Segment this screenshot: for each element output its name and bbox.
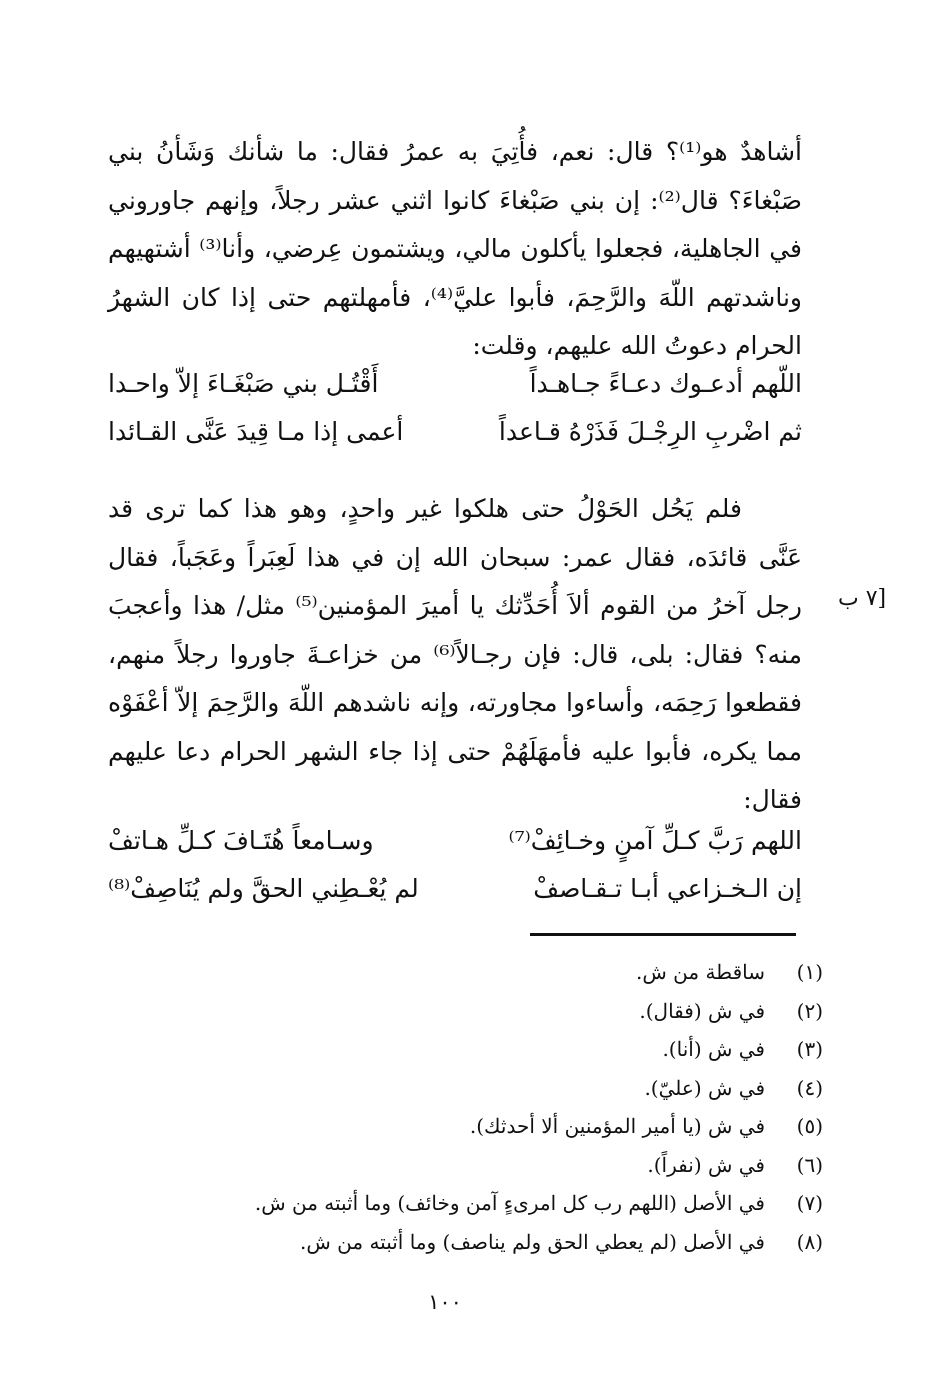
footnote-text: في ش (فقال).: [639, 998, 765, 1023]
footnote-number: (١): [796, 960, 823, 984]
footnote: [183, 1032, 823, 1071]
footnote: [183, 955, 823, 994]
footnote-text: ساقطة من ش.: [636, 960, 765, 984]
footnote-number: (٧): [796, 1191, 823, 1215]
footnote-text: في ش (نفراً).: [647, 1152, 765, 1177]
hemistich-left: لم يُعْـطِني الحقَّ ولم يُنَاصِفْ⁽⁸⁾: [108, 874, 419, 903]
footnote-number: (٥): [796, 1114, 823, 1138]
footnote-number: (٢): [796, 998, 823, 1023]
hemistich-left: أَقْتُـل بني صَبْغَـاءَ إلاّ واحـدا: [108, 369, 379, 398]
hemistich-left: وسـامعاً هُتَـافَ كـلِّ هـاتفْ: [108, 826, 374, 855]
hemistich-right: اللهم رَبَّ كـلِّ آمنٍ وخـائِفْ⁽⁷⁾: [508, 826, 802, 855]
manuscript-folio-note: [٧ ب: [838, 586, 887, 611]
hemistich-right: اللّهم أدعـوك دعـاءً جـاهـداً: [529, 369, 802, 398]
footnote-number: (٣): [796, 1037, 823, 1061]
footnote: [183, 1148, 823, 1187]
footnote-text: في ش (أنا).: [662, 1037, 765, 1061]
hemistich-right: ثم اضْربِ الرِجْـلَ فَذَرْهُ قـاعداً: [498, 417, 802, 446]
footnote: [183, 1186, 823, 1225]
footnote-text: في الأصل (لم يعطي الحق ولم يناصف) وما أثبته من ش.: [300, 1229, 765, 1254]
footnote-text: في ش (يا أمير المؤمنين ألا أحدثك).: [469, 1114, 765, 1138]
poem-1-verse-1: [108, 369, 802, 417]
footnote-text: في ش (عليّ).: [644, 1075, 765, 1100]
footnote-separator: [530, 933, 796, 936]
poem-1: [108, 369, 802, 465]
paragraph-2: فلم يَحُل الحَوْلُ حتى هلكوا غير واحدٍ، وهو هذا كما ترى قد عَنَّى قائدَه، فقال عمر: سبحان الله إن في هذا لَعِبَراً وعَجَباً، فقال رجل آخرُ من القوم ألاَ أُحَدِّثك يا أميرَ المؤمنين⁽⁵⁾ مثل/ هذا وأعجبَ منه؟ فقال: بلى، قال: فإن رجـالاً⁽⁶⁾ من خزاعـةَ جاوروا رجلاً منهم، فقطعوا رَحِمَه، وأساءوا مجاورته، وإنه ناشدهم اللّهَ والرَّحِمَ إلاّ أعْفَوْه مما يكره، فأبوا عليه فأمهَلَهُمْ حتى إذا جاء الشهر الحرام دعا عليهم فقال:: [108, 494, 802, 814]
hemistich-right: إن الـخـزاعي أبـا تـقـاصفْ: [533, 874, 802, 903]
paragraph-1: أشاهدٌ هو⁽¹⁾؟ قال: نعم، فأُتِيَ به عمرُ فقال: ما شأنك وَشَأنُ بني صَبْغاءَ؟ قال⁽²⁾: إن بني صَبْغاءَ كانوا اثني عشر رجلاً، وإنهم جاوروني في الجاهلية، فجعلوا يأكلون مالي، ويشتمون عِرضي، وأنا⁽³⁾ أشتهيهم وناشدتهم اللّهَ والرَّحِمَ، فأبوا عليَّ⁽⁴⁾، فأمهلتهم حتى إذا كان الشهرُ الحرام دعوتُ الله عليهم، وقلت:: [108, 137, 803, 360]
page-number: ١٠٠: [428, 1290, 462, 1314]
footnote-number: (٨): [796, 1229, 823, 1254]
poem-1-verse-2: [108, 417, 802, 465]
hemistich-left: أعمى إذا مـا قِيدَ عَنَّى القـائدا: [108, 417, 404, 446]
footnote-number: (٤): [796, 1075, 823, 1100]
footnote: [183, 994, 823, 1033]
footnote-text: في الأصل (اللهم رب كل امرىءٍ آمن وخائف) وما أثبته من ش.: [254, 1191, 765, 1215]
footnote: [183, 1071, 823, 1110]
poem-2: [108, 826, 802, 922]
footnote: [183, 1109, 823, 1148]
footnote-number: (٦): [796, 1152, 823, 1177]
poem-2-verse-2: [108, 874, 802, 922]
poem-2-verse-1: [108, 826, 802, 874]
footnote: [183, 1225, 823, 1264]
footnotes: [183, 955, 823, 1263]
